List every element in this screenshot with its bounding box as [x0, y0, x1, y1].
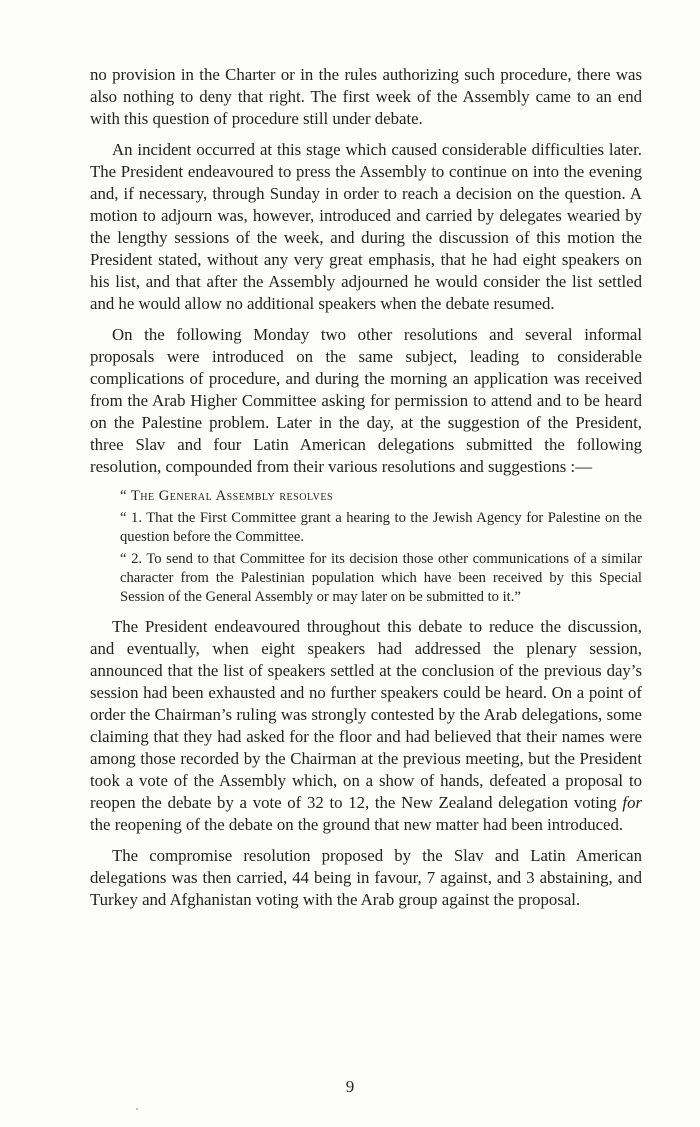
- paragraph-monday-resolutions: On the following Monday two other resolutions and several informal proposals were introduced on the same subject, leading to considerable complications of procedure, and during the morning an application was received from the Arab Higher Committee asking for permission to attend and to be heard on the Palestine problem. Later in the day, at the suggestion of the President, three Slav and four Latin American delegations submitted the following resolution, compounded from their various resolutions and suggestions :—: [90, 325, 642, 476]
- resolution-quote: [90, 487, 642, 607]
- paragraph-president-ruling-part1: The President endeavoured throughout this debate to reduce the discussion, and eventually, when eight speakers had addressed the plenary session, announced that the list of speakers settled at the conclusion of the previous day’s session had been exhausted and no further speakers could be heard. On a point of order the Chairman’s ruling was strongly contested by the Arab delegations, some claiming that they had asked for the floor and had believed that their names were among those recorded by the Chairman at the previous meeting, but the President took a vote of the Assembly which, on a show of hands, defeated a proposal to reopen the debate by a vote of 32 to 12, the New Zealand delegation voting: [90, 617, 642, 812]
- paragraph-incident: An incident occurred at this stage which caused considerable difficulties later. The President endeavoured to press the Assembly to continue on into the evening and, if necessary, through Sunday in order to reach a decision on the question. A motion to adjourn was, however, introduced and carried by delegates wearied by the lengthy sessions of the week, and during the discussion of this motion the President stated, without any very great emphasis, that he had eight speakers on his list, and that after the Assembly adjourned he would consider the list settled and he would allow no additional speakers when the debate resumed.: [90, 140, 642, 313]
- resolution-heading: “ The General Assembly resolves: [120, 488, 334, 504]
- resolution-item-1: “ 1. That the First Committee grant a hearing to the Jewish Agency for Palestine on the question before the Committee.: [120, 510, 642, 545]
- paragraph-president-ruling-part2: the reopening of the debate on the ground that new matter had been introduced.: [90, 815, 624, 834]
- paragraph-president-ruling: [90, 616, 642, 836]
- italic-for: for: [622, 793, 642, 812]
- print-speck: [136, 1108, 138, 1110]
- page-number: 9: [345, 1077, 355, 1096]
- resolution-item-2: “ 2. To send to that Committee for its decision those other communications of a similar character from the Palestinian population which have been received by this Special Session of the General Assembly or may later on be submitted to it.”: [120, 551, 642, 605]
- paragraph-compromise-vote: The compromise resolution proposed by the Slav and Latin American delegations was then carried, 44 being in favour, 7 against, and 3 abstaining, and Turkey and Afghanistan voting with the Arab group against the proposal.: [90, 846, 642, 909]
- paragraph-procedure-debate: no provision in the Charter or in the rules authorizing such procedure, there was also nothing to deny that right. The first week of the Assembly came to an end with this question of procedure still under debate.: [90, 65, 642, 128]
